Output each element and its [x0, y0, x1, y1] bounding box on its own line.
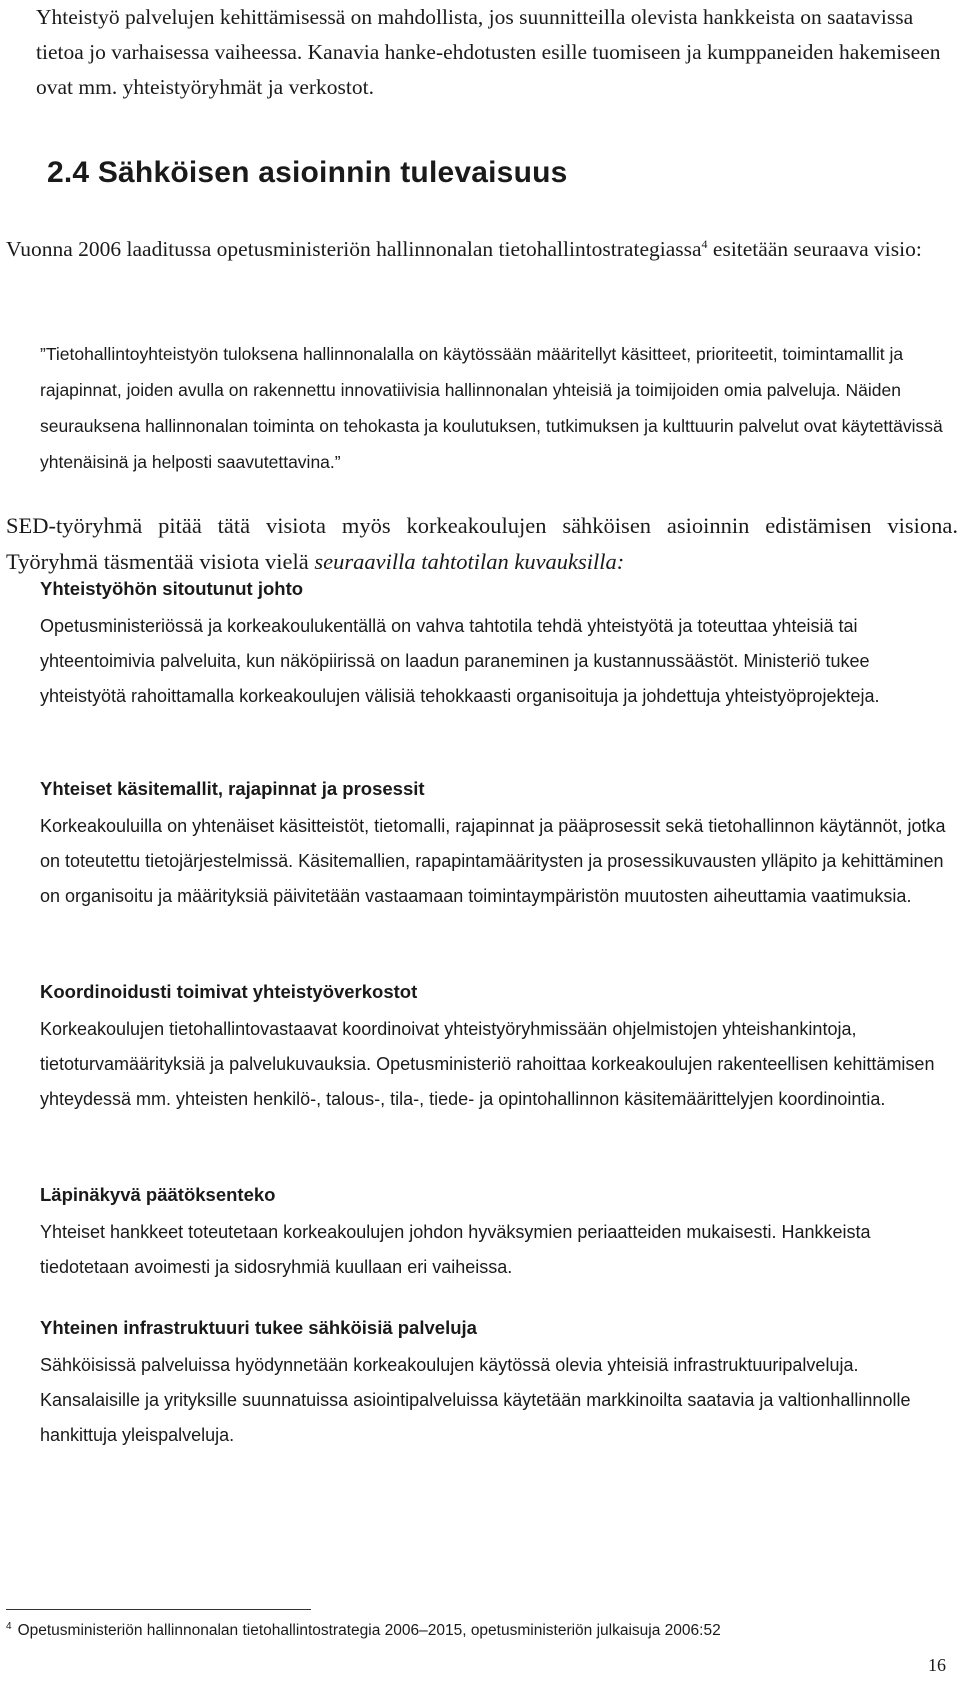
conclusion-paragraph: [6, 508, 958, 580]
intro-paragraph: Yhteistyö palvelujen kehittämisessä on mahdollista, jos suunnitteilla olevista hankkeista on saatavissa tietoa jo varhaisessa vaiheessa. Kanavia hanke-ehdotusten esille tuomiseen ja kumppaneiden hakemiseen ovat mm. yhteistyöryhmät ja verkostot.: [36, 5, 941, 99]
vision-item-networks: [40, 980, 950, 1117]
vision-item-transparency: [40, 1183, 950, 1285]
lead-text: Vuonna 2006 laaditussa opetusministeriön hallinnonalan tietohallintostrategiassa: [6, 237, 702, 261]
vision-item-body: Korkeakoulujen tietohallintovastaavat koordinoivat yhteistyöryhmissään ohjelmistojen yhteishankintoja, tietoturvamäärityksiä ja palvelukuvauksia. Opetusministeriö rahoittaa korkeakoulujen rakenteellisen kehittämisen yhteydessä mm. yhteisten henkilö-, talous-, tila-, tiede- ja opintohallinnon käsitemäärittelyjen koordinointia.: [40, 1019, 935, 1109]
footnote-text: Opetusministeriön hallinnonalan tietohallintostrategia 2006–2015, opetusministeriön julkaisuja 2006:52: [17, 1622, 721, 1639]
vision-item-infrastructure: [40, 1316, 950, 1453]
footnote-reference: 4: [701, 236, 708, 251]
vision-item-body: Sähköisissä palveluissa hyödynnetään korkeakoulujen käytössä olevia yhteisiä infrastruktuuripalveluja. Kansalaisille ja yrityksille suunnatuissa asiointipalveluissa käytetään markkinoilta saatavia ja valtionhallinnolle hankittuja yleispalveluja.: [40, 1355, 911, 1445]
lead-paragraph: [6, 231, 956, 267]
vision-item-heading: Yhteinen infrastruktuuri tukee sähköisiä palveluja: [40, 1317, 477, 1338]
footnote-number: 4: [6, 1620, 12, 1632]
vision-item-body: Opetusministeriössä ja korkeakoulukentällä on vahva tahtotila tehdä yhteistyötä ja toteuttaa yhteisiä tai yhteentoimivia palveluita, kun näköpiirissä on laadun paraneminen ja kustannussäästöt. Ministeriö tukee yhteistyötä rahoittamalla korkeakoulujen välisiä tehokkaasti organisoituja ja johdettuja yhteistyöprojekteja.: [40, 616, 880, 706]
conclusion-emphasis: seuraavilla tahtotilan kuvauksilla:: [314, 549, 625, 574]
page-number: 16: [928, 1655, 946, 1675]
vision-quote: ”Tietohallintoyhteistyön tuloksena hallinnonalalla on käytössään määritellyt käsitteet, prioriteetit, toimintamallit ja rajapinnat, joiden avulla on rakennettu innovatiivisia hallinnonalan yhteisiä ja toimijoiden omia palveluja. Näiden seurauksena hallinnonalan toiminta on tehokasta ja koulutuksen, tutkimuksen ja kulttuurin palvelut ovat käytettävissä yhtenäisinä ja helposti saavutettavina.”: [40, 344, 943, 472]
vision-item-heading: Yhteistyöhön sitoutunut johto: [40, 578, 304, 599]
vision-item-heading: Yhteiset käsitemallit, rajapinnat ja prosessit: [40, 778, 425, 799]
vision-item-heading: Koordinoidusti toimivat yhteistyöverkostot: [40, 981, 418, 1002]
footnote-divider: [6, 1609, 311, 1610]
vision-item-concept-models: [40, 777, 950, 914]
footnote: [6, 1620, 721, 1642]
vision-item-body: Yhteiset hankkeet toteutetaan korkeakoulujen johdon hyväksymien periaatteiden mukaisesti. Hankkeista tiedotetaan avoimesti ja sidosryhmiä kuullaan eri vaiheissa.: [40, 1222, 871, 1277]
lead-text-end: esitetään seuraava visio:: [707, 237, 922, 261]
section-heading: 2.4 Sähköisen asioinnin tulevaisuus: [47, 156, 568, 189]
vision-item-heading: Läpinäkyvä päätöksenteko: [40, 1184, 276, 1205]
conclusion-text: SED-työryhmä pitää tätä visiota myös korkeakoulujen sähköisen asioinnin edistämisen visiona. Työryhmä täsmentää visiota vielä: [6, 513, 958, 574]
vision-item-leadership: [40, 577, 950, 714]
vision-item-body: Korkeakouluilla on yhtenäiset käsitteistöt, tietomalli, rajapinnat ja pääprosessit sekä tietohallinnon käytännöt, jotka on toteutettu tietojärjestelmissä. Käsitemallien, rapapintamääritysten ja prosessikuvausten ylläpito ja kehittäminen on organisoitu ja määrityksiä päivitetään vastaamaan toimintaympäristön muutosten aiheuttamia vaatimuksia.: [40, 816, 946, 906]
